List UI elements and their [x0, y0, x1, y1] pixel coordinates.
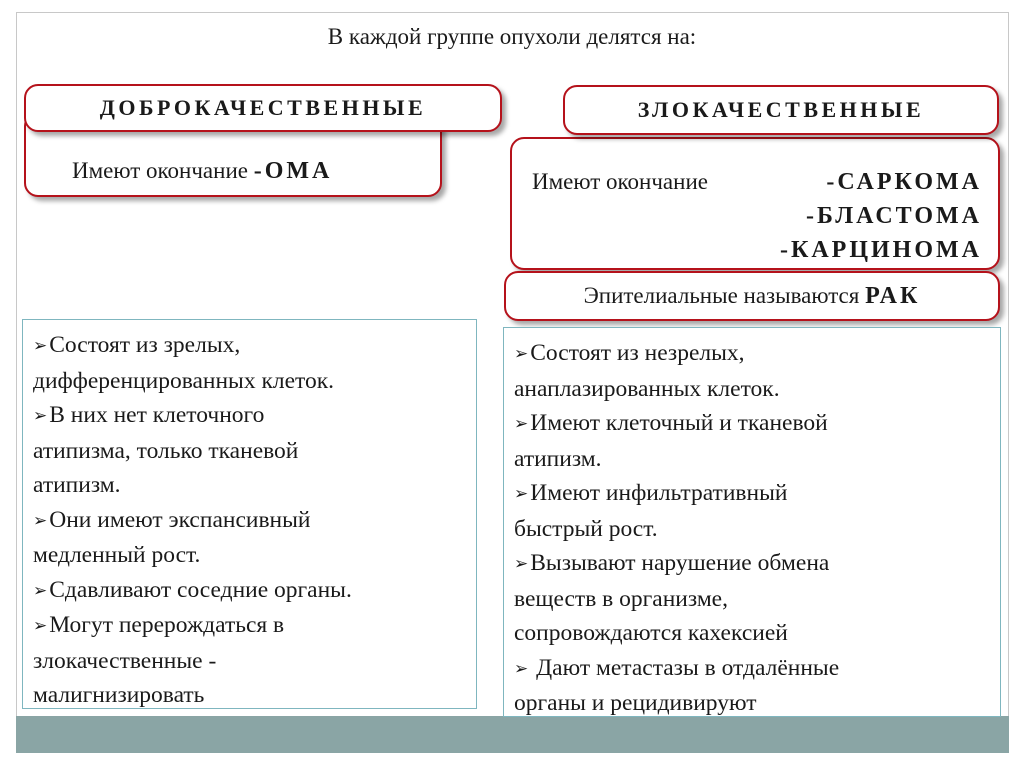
bullet-arrow-icon: ➢ [33, 336, 48, 355]
malignant-title-box [563, 85, 999, 135]
epithelial-box [504, 271, 1000, 321]
list-item-cont: быстрый рост. [514, 515, 658, 542]
footer-bar [16, 716, 1009, 753]
list-item: ➢Сдавливают соседние органы. [33, 576, 352, 603]
bullet-arrow-icon: ➢ [33, 510, 48, 530]
benign-title: ДОБРОКАЧЕСТВЕННЫЕ [99, 95, 427, 120]
list-item-cont: анаплазированных клеток. [514, 375, 780, 402]
list-item: ➢В них нет клеточного [33, 402, 265, 428]
bullet-arrow-icon: ➢ [514, 414, 529, 433]
bullet-arrow-icon: ➢ [33, 580, 48, 600]
bullet-arrow-icon: ➢ [33, 406, 48, 425]
malignant-ending-carcinoma: -КАРЦИНОМА [779, 237, 982, 263]
list-item: ➢Имеют клеточный и тканевой [514, 410, 828, 436]
bullet-arrow-icon: ➢ [514, 554, 529, 573]
list-item-cont: атипизм. [33, 472, 121, 498]
slide-heading: В каждой группе опухоли делятся на: [327, 24, 697, 49]
list-item: ➢Состоят из зрелых, [33, 332, 241, 358]
epithelial-term: РАК [865, 282, 921, 309]
benign-ending-text: Имеют окончание [72, 158, 254, 183]
malignant-title: ЗЛОКАЧЕСТВЕННЫЕ [637, 97, 925, 122]
list-item: ➢Могут перерождаться в [33, 612, 285, 638]
malignant-ending-blastoma: -БЛАСТОМА [806, 203, 982, 229]
list-item-cont: органы и рецидивируют [514, 690, 757, 716]
list-item: ➢Имеют инфильтративный [514, 480, 788, 506]
list-item-cont: сопровождаются кахексией [514, 620, 788, 646]
list-item-cont: малигнизировать [33, 682, 205, 708]
list-item: ➢Они имеют экспансивный [33, 506, 311, 533]
bullet-arrow-icon: ➢ [33, 616, 48, 635]
list-item: ➢Вызывают нарушение обмена [514, 550, 830, 576]
epithelial-text: Эпителиальные называются [583, 283, 860, 308]
list-item-cont: веществ в организме, [514, 585, 728, 612]
malignant-ending-text: Имеют окончание [532, 169, 708, 194]
list-item: ➢ Дают метастазы в отдалённые [514, 654, 840, 681]
benign-ending: -ОМА [253, 158, 333, 184]
malignant-ending-box [510, 137, 1000, 270]
list-item-cont: атипизма, только тканевой [33, 437, 299, 464]
list-item-cont: медленный рост. [33, 542, 201, 568]
benign-title-box [24, 84, 502, 132]
bullet-arrow-icon: ➢ [514, 658, 529, 678]
list-item: ➢Состоят из незрелых, [514, 340, 745, 366]
bullet-arrow-icon: ➢ [514, 344, 529, 363]
list-item-cont: злокачественные - [33, 647, 217, 674]
list-item-cont: атипизм. [514, 445, 602, 472]
benign-list [22, 319, 477, 709]
malignant-list [503, 327, 1001, 717]
list-item-cont: дифференцированных клеток. [33, 367, 335, 394]
bullet-arrow-icon: ➢ [514, 484, 529, 503]
malignant-ending-sarcoma: -САРКОМА [826, 169, 982, 195]
